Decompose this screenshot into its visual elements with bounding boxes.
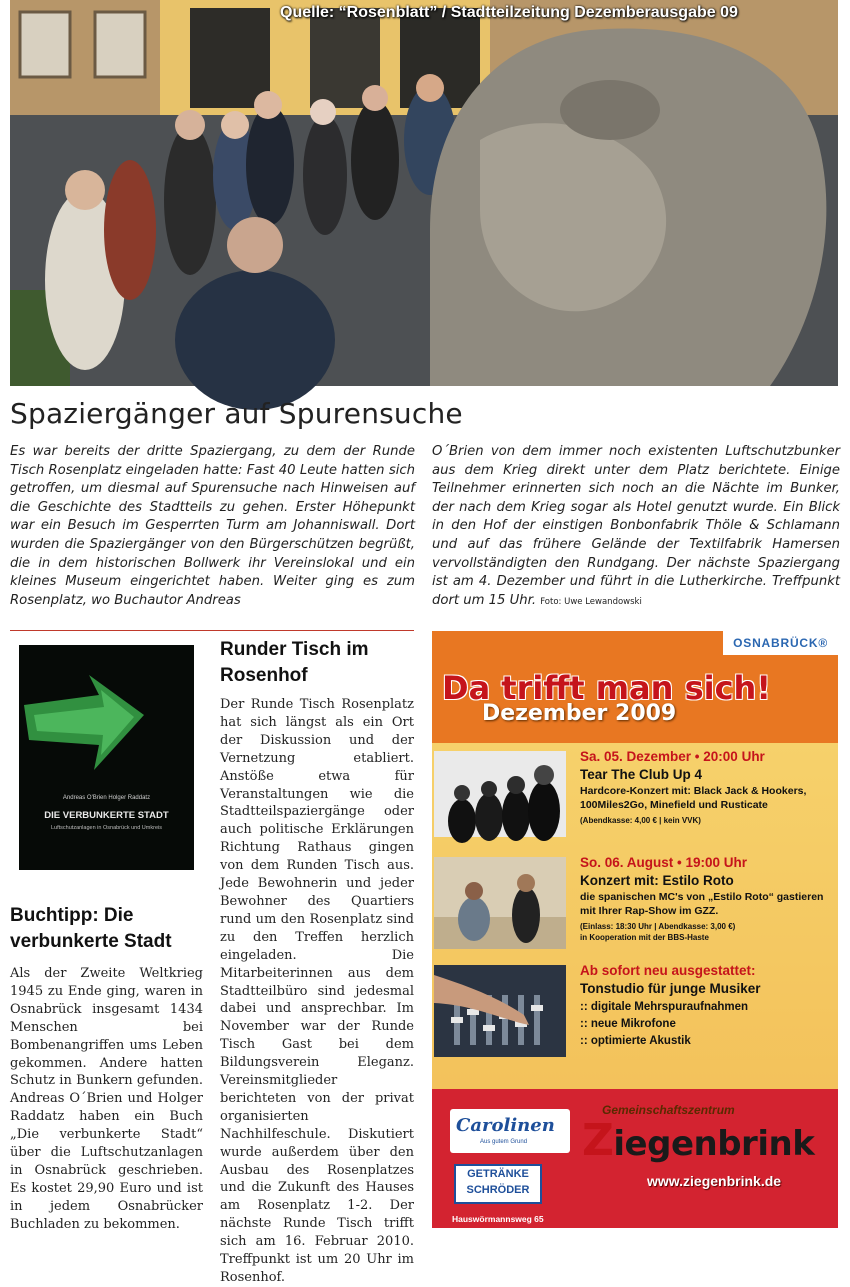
event-3-date: Ab sofort neu ausgestattet: <box>580 963 756 978</box>
event-1-date: Sa. 05. Dezember • 20:00 Uhr <box>580 749 765 764</box>
studio-feature: :: digitale Mehrspuraufnahmen <box>580 1001 749 1013</box>
green-arrow-icon <box>19 645 194 870</box>
book-authors: Andreas O'Brien Holger Raddatz <box>62 795 151 801</box>
article-headline: Spaziergänger auf Spurensuche <box>10 397 463 430</box>
event-1-name: Tear The Club Up 4 <box>580 767 703 782</box>
buchtipp-heading: Buchtipp: Die verbunkerte Stadt <box>10 905 172 952</box>
event-1-details: Hardcore-Konzert mit: Black Jack & Hookers, 100Miles2Go, Minefield und Rusticate <box>580 785 807 811</box>
source-caption: Quelle: “Rosenblatt” / Stadtteilzeitung Dezemberausgabe 09 <box>280 4 738 21</box>
carolinen-logo <box>450 1109 570 1153</box>
ziegenbrink-logo <box>582 1115 814 1166</box>
address-contact: Tel.: 0541 - 52344 | gz-ziegenbnrink@osnabrueck.de <box>452 1238 662 1248</box>
getraenke-schroeder-logo <box>454 1164 542 1204</box>
band-photo <box>434 751 566 837</box>
address-city: 49082 Osnabrück <box>452 1226 523 1236</box>
article-intro-column-1: Es war bereits der dritte Spaziergang, zu dem der Runde Tisch Rosenplatz eingeladen hatte: Fast 40 Leute hatten sich getroffen, um diesmal auf Spurensuche nach Hinweisen auf die Geschichte des Stadtteils zu gehen. Erster Höhepunkt war ein Besuch im Gesperrten Turm am Johanniswall. Dort wurden die Spaziergänger von den Bürgerschützen begrüßt, die in dem historischen Bollwerk ihr Vereinslokal und ein kleines Museum eingerichtet haben. Weiter ging es zum Rosenplatz, wo Buchautor Andreas <box>10 444 415 608</box>
carolinen-logo-text: Carolinen <box>456 1115 555 1136</box>
event-estilo-roto <box>580 855 836 943</box>
event-2-details: die spanischen MC's von „Estilo Roto“ gastieren mit Ihrer Rap-Show im GZZ. <box>580 891 824 917</box>
getraenke-logo-line-2: SCHRÖDER <box>466 1184 530 1196</box>
header-photo <box>10 0 838 386</box>
studio-feature-list <box>580 999 836 1050</box>
getraenke-logo-line-1: GETRÄNKE <box>467 1168 529 1180</box>
ad-month: Dezember 2009 <box>482 701 677 726</box>
event-2-name: Konzert mit: Estilo Roto <box>580 873 734 888</box>
book-cover <box>19 645 194 870</box>
ad-footer <box>432 1089 838 1248</box>
runder-tisch-heading: Runder Tisch im Rosenhof <box>220 639 369 686</box>
events-panel <box>432 743 838 1089</box>
city-badge: OSNABRÜCK® <box>723 631 838 655</box>
buchtipp-body: Als der Zweite Weltkrieg 1945 zu Ende ging, waren in Osnabrück insgesamt 1434 Menschen bei Bombenangriffen ums Leben gekommen. Andere hatten Schutz in Bunkern gefunden. Andreas O´Brien und Holger Raddatz haben ein Buch „Die verbunkerte Stadt“ über die Luftschutzanlagen in Osnabrück geschrieben. Es kostet 29,90 Euro und ist in jedem Osnabrücker Buchladen zu bekommen. <box>10 966 203 1232</box>
ziegenbrink-name: iegenbrink <box>613 1124 815 1164</box>
runder-tisch-body: Der Runde Tisch Rosenplatz hat sich längst als ein Ort der Diskussion und der Vernetzung etabliert. Anstöße etwa für Veranstaltungen wie die Stadtteilspaziergänge oder auch politische Erklärungen Richtung Rathaus gingen von dem Runden Tisch aus. Jede Bewohnerin und jeder Bewohner des Quartiers rund um den Rosenplatz sind zu den Treffen herzlich eingeladen. Die Mitarbeiterinnen aus dem Stadtteilbüro sind jedesmal dabei und ansprechbar. Im November war der Runde Tisch Gast bei dem Bildungsverein Eleganz. Vereinsmitglieder berichteten von der privat organisierten Nachhilfeschule. Diskutiert wurde außerdem über den Ausbau des Rosenplatzes und die Zukunft des Hauses am Rosenplatz 1-2. Der nächste Runde Tisch trifft sich am 16. Februar 2010. Treffpunkt ist um 20 Uhr im Rosenhof. <box>220 697 414 1285</box>
event-2-date: So. 06. August • 19:00 Uhr <box>580 855 748 870</box>
event-2-fine-2: in Kooperation mit der BBS-Haste <box>580 933 709 942</box>
event-2-fine-1: (Einlass: 18:30 Uhr | Abendkasse: 3,00 €) <box>580 922 736 931</box>
article-intro-column-2 <box>432 443 840 611</box>
event-tonstudio <box>580 963 836 1050</box>
mixing-desk-photo <box>434 965 566 1057</box>
book-title: DIE VERBUNKERTE STADT <box>44 810 169 821</box>
event-tear-the-club <box>580 749 836 826</box>
studio-feature: :: neue Mikrofone <box>580 1018 676 1030</box>
event-3-name: Tonstudio für junge Musiker <box>580 981 761 996</box>
event-1-fine: (Abendkasse: 4,00 € | kein VVK) <box>580 816 701 825</box>
ziegenbrink-initial: Z <box>582 1115 614 1166</box>
photo-credit: Foto: Uwe Lewandowski <box>540 596 642 607</box>
center-kicker: Gemeinschaftszentrum <box>602 1103 735 1117</box>
event-advertisement <box>432 631 838 1248</box>
rappers-photo <box>434 857 566 949</box>
book-subtitle: Luftschutzanlagen in Osnabrück und Umkreis <box>51 825 162 831</box>
studio-feature: :: optimierte Akustik <box>580 1035 691 1047</box>
contact-address <box>452 1213 661 1249</box>
section-divider <box>10 630 414 631</box>
address-street: Hauswörmannsweg 65 <box>452 1214 544 1224</box>
ad-title: Da trifft man sich! <box>442 669 771 707</box>
article-intro-column-2-text: O´Brien von dem immer noch existenten Luftschutzbunker aus dem Krieg direkt unter dem Platz berichtete. Einige Teilnehmer erinnerten sich noch an die Nächte im Bunker, der nach dem Krieg sogar als Hotel genutzt wurde. Ein Blick in den Hof der einstigen Bonbonfabrik Thöle & Schlamann und auf das frühere Gelände der Textilfabrik Hamersen vervollständigten den Rundgang. Der nächste Spaziergang ist am 4. Dezember und führt in die Lutherkirche. Treffpunkt dort um 15 Uhr. <box>432 444 840 608</box>
carolinen-logo-subtitle: Aus gutem Grund <box>480 1139 528 1145</box>
website-link[interactable]: www.ziegenbrink.de <box>647 1173 782 1189</box>
